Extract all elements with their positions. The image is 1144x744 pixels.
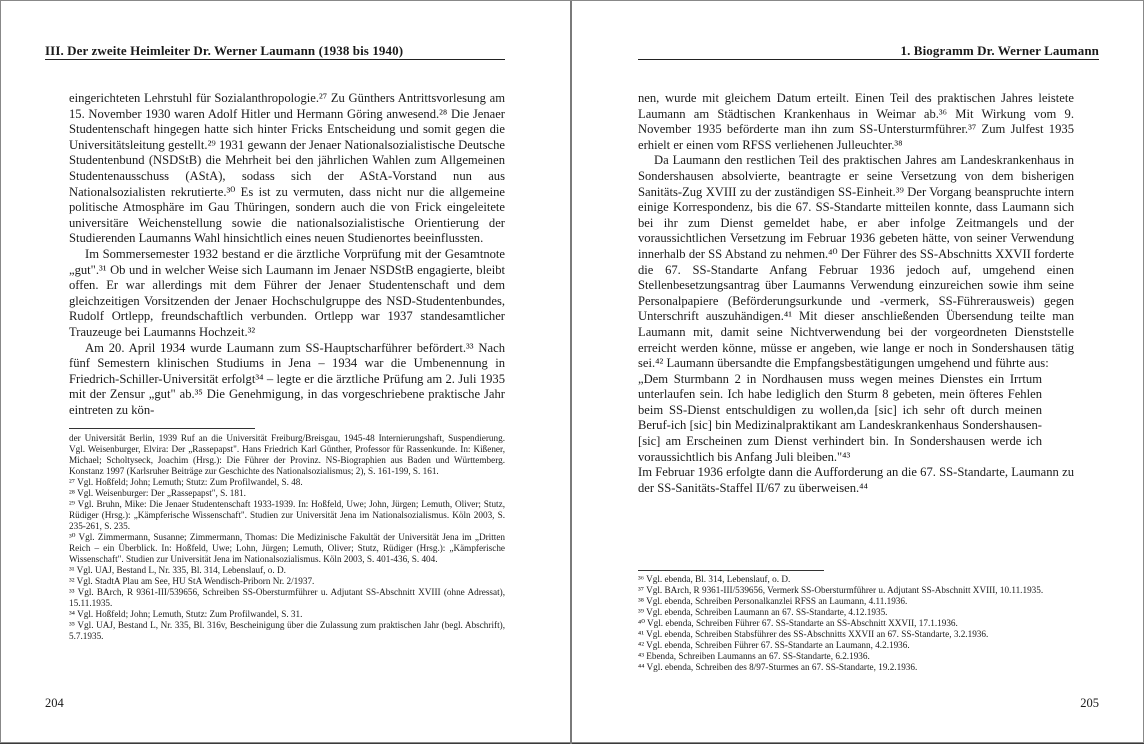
footnote-rule [69,428,255,429]
paragraph: Im Sommersemester 1932 bestand er die ärztliche Vorprüfung mit der Gesamtnote „gut".³¹ Ob und in welcher Weise sich Laumann im Jenaer NSDStB engagierte, bleibt offen. Er war allerdings mit dem Führer der Jenaer Studentenschaft und dem gleichzeitigen Vorsitzenden der Jenaer Hochschulgruppe des NSD-Studentenbundes, Rudolf Ortlepp, freundschaftlich verbunden. Ortlepp war 1937 standesamtlicher Trauzeuge bei Laumanns Hochzeit.³² [69,246,505,339]
page-number: 204 [45,696,64,710]
paragraph: eingerichteten Lehrstuhl für Sozialanthropologie.²⁷ Zu Günthers Antrittsvorlesung am 15. November 1930 waren Adolf Hitler und Hermann Göring anwesend.²⁸ Die Jenaer Studentenschaft hingegen hatte sich hinter Fricks Entscheidung und somit gegen die Universitätsleitung gestellt.²⁹ 1931 gewann der Jenaer Nationalsozialistische Deutsche Studentenbund (NSDStB) die Mehrheit bei den jährlichen Wahlen zum Allgemeinen Studentenausschuss (AStA), sodass sich der AStA-Vorstand nun aus Nationalsozialisten rekrutierte.³⁰ Es ist zu vermuten, dass nicht nur die allgemeine politische Atmosphäre im Gau Thüringen, sondern auch die von Frick eingeleitete universitäre Weichenstellung sowie die nationalsozialistische Orientierung der Studierenden Laumanns Wahl hinsichtlich eines neuen Studienortes beeinflussten. [69,91,505,246]
footnote: ³⁵ Vgl. UAJ, Bestand L, Nr. 335, Bl. 316v, Bescheinigung über die Zulassung zum praktischen Jahr (begl. Abschrift), 5.7.1935. [69,620,505,641]
running-header: III. Der zweite Heimleiter Dr. Werner Laumann (1938 bis 1940) [45,43,404,58]
page-number: 205 [1080,696,1099,710]
footnote: ³⁷ Vgl. BArch, R 9361-III/539656, Vermerk SS-Obersturmführer u. Adjutant SS-Abschnitt XVIII, 10.11.1935. [638,585,1044,595]
footnote-rule [638,570,824,571]
header-rule [45,59,505,60]
footnote: ⁴² Vgl. ebenda, Schreiben Führer 67. SS-Standarte an Laumann, 4.2.1936. [638,640,910,650]
footnote: ³⁴ Vgl. Hoßfeld; John; Lemuth, Stutz: Zum Profilwandel, S. 31. [69,609,303,619]
footnote: ²⁸ Vgl. Weisenburger: Der „Rassepapst", S. 181. [69,488,246,498]
footnote: ³⁸ Vgl. ebenda, Schreiben Personalkanzlei RFSS an Laumann, 4.11.1936. [638,596,908,606]
footnote: ³² Vgl. StadtA Plau am See, HU StA Wendisch-Priborn Nr. 2/1937. [69,576,315,586]
footnote: ⁴⁰ Vgl. ebenda, Schreiben Führer 67. SS-Standarte an SS-Abschnitt XXVII, 17.1.1936. [638,618,958,628]
body-text [69,91,505,418]
footnotes [638,574,1074,673]
block-quote: „Dem Sturmbann 2 in Nordhausen muss wegen meines Dienstes ein Irrtum unterlaufen sein. Ich habe lediglich den Sturm 8 gebeten, mein öfteres Fehlen beim SS-Dienst entschuldigen zu wollen,da [sic] ich sehr oft durch meinen Beruf-ich [sic] bin Medizinalpraktikant am Landeskrankenhaus Sondershausen- [sic] am Erscheinen zum Dienst verhindert bin. In Sondershausen werde ich voraussichtlich bis Anfang Juli bleiben."⁴³ [638,371,1042,464]
footnote: der Universität Berlin, 1939 Ruf an die Universität Freiburg/Breisgau, 1945-48 Internierungshaft, Suspendierung. Vgl. Weisenburger, Elvira: Der „Rassepapst". Hans Friedrich Karl Günther, Professor für Rassenkunde. In: Kißener, Michael; Scholtyseck, Joachim (Hrsg.): Die Führer der Provinz. NS-Biographien aus Baden und Württemberg. Konstanz 1997 (Karlsruher Beiträge zur Geschichte des Nationalsozialismus; 2), S. 161-199, S. 161. [69,433,505,476]
footnote: ³¹ Vgl. UAJ, Bestand L, Nr. 335, Bl. 314, Lebenslauf, o. D. [69,565,286,575]
footnote: ³³ Vgl. BArch, R 9361-III/539656, Schreiben SS-Obersturmführer u. Adjutant SS-Abschnitt XVIII (ohne Adressat), 15.11.1935. [69,587,505,608]
footnotes [69,433,505,642]
paragraph: Am 20. April 1934 wurde Laumann zum SS-Hauptscharführer befördert.³³ Nach fünf Semestern klinischen Studiums in Jena – 1934 war die Umbenennung in Friedrich-Schiller-Universität erfolgt³⁴ – legte er die ärztliche Prüfung am 2. Juli 1935 mit der Zensur „gut" ab.³⁵ Die Genehmigung, in das vorgeschriebene praktische Jahr eintreten zu kön- [69,340,505,417]
left-page [1,1,570,744]
footnote: ⁴⁴ Vgl. ebenda, Schreiben des 8/97-Sturmes an 67. SS-Standarte, 19.2.1936. [638,662,918,672]
footnote: ³⁶ Vgl. ebenda, Bl. 314, Lebenslauf, o. D. [638,574,791,584]
paragraph: Da Laumann den restlichen Teil des praktischen Jahres am Landeskrankenhaus in Sondershausen absolvierte, beantragte er seine Versetzung von dem bisherigen Sanitäts-Zug XVIII zu der zuständigen SS-Einheit.³⁹ Der Vorgang beanspruchte intern einige Korrespondenz, bis die 67. SS-Standarte mitteilen konnte, dass Laumann sich bei ihr zum Dienst gemeldet habe, er aber infolge Zeitmangels und der voraussichtlichen Versetzung im Februar 1936 gebeten hätte, von seiner Verwendung innerhalb der SS Abstand zu nehmen.⁴⁰ Der Führer des SS-Abschnitts XXVII forderte die 67. SS-Standarte Anfang Februar 1936 jedoch auf, umgehend einen Stellenbesetzungsantrag über Laumanns Verwendung einzureichen sowie ihm seine Personalpapiere (Beförderungsurkunde und -vermerk, SS-Führerausweis) gegen Unterschrift auszuhändigen.⁴¹ Mit dieser anschließenden Übersendung teilte man Laumann mit, damit seine Nichtverwendung bei der vorgeordneten Dienststelle erreicht werden könne, müsse er angeben, wie lange er noch in Sondershausen tätig sei.⁴² Laumann übersandte die Empfangsbestätigungen umgehend und führte aus: [638,153,1074,371]
footnote: ²⁷ Vgl. Hoßfeld; John; Lemuth; Stutz: Zum Profilwandel, S. 48. [69,477,303,487]
header-rule [638,59,1099,60]
footnote: ⁴³ Ebenda, Schreiben Laumanns an 67. SS-Standarte, 6.2.1936. [638,651,870,661]
paragraph: Im Februar 1936 erfolgte dann die Aufforderung an die 67. SS-Standarte, Laumann zu der SS-Sanitäts-Staffel II/67 zu überweisen.⁴⁴ [638,465,1074,495]
footnote: ⁴¹ Vgl. ebenda, Schreiben Stabsführer des SS-Abschnitts XXVII an 67. SS-Standarte, 3.2.1936. [638,629,989,639]
running-header: 1. Biogramm Dr. Werner Laumann [900,43,1099,58]
footnote: ²⁹ Vgl. Bruhn, Mike: Die Jenaer Studentenschaft 1933-1939. In: Hoßfeld, Uwe; John, Jürgen; Lemuth, Oliver; Stutz, Rüdiger (Hrsg.): „Kämpferische Wissenschaft". Studien zur Universität Jena im Nationalsozialismus. Köln 2003, S. 235-261, S. 235. [69,499,505,531]
paragraph: nen, wurde mit gleichem Datum erteilt. Einen Teil des praktischen Jahres leistete Laumann am Städtischen Krankenhaus in Weimar ab.³⁶ Mit Wirkung vom 9. November 1935 beförderte man ihn zum SS-Untersturmführer.³⁷ Zum Julfest 1935 erhielt er einen vom RFSS verliehenen Julleuchter.³⁸ [638,91,1074,152]
body-text [638,91,1074,496]
footnote: ³⁹ Vgl. ebenda, Schreiben Laumann an 67. SS-Standarte, 4.12.1935. [638,607,888,617]
footnote: ³⁰ Vgl. Zimmermann, Susanne; Zimmermann, Thomas: Die Medizinische Fakultät der Universität Jena im „Dritten Reich – ein Überblick. In: Hoßfeld, Uwe; Lohn, Jürgen; Lemuth, Oliver; Stutz, Rüdiger (Hrsg.): „Kämpferische Wissenschaft". Studien zur Universität Jena im Nationalsozialismus. Köln 2003, S. 401-436, S. 404. [69,532,505,564]
right-page [572,1,1144,744]
